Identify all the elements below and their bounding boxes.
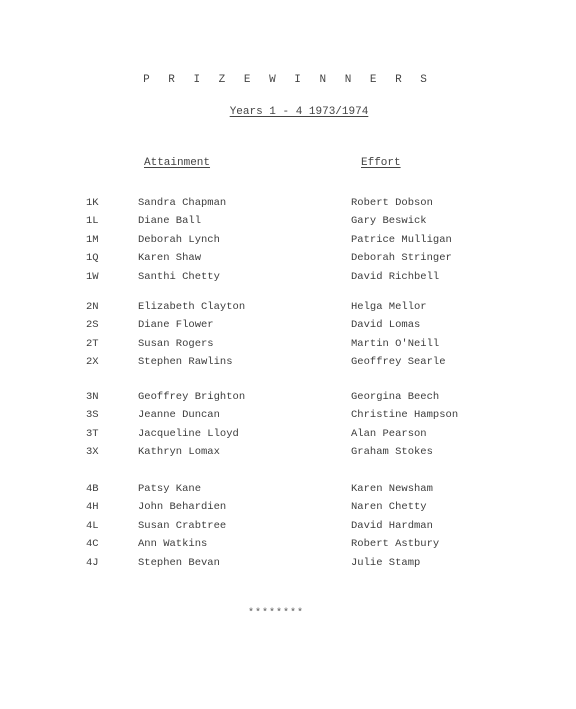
form-cell: 3T (86, 427, 99, 440)
table-row (0, 483, 576, 497)
form-cell: 3N (86, 391, 99, 403)
effort-cell: Christine Hampson (351, 409, 459, 422)
attainment-cell: Geoffrey Brighton (138, 391, 246, 403)
page-subtitle: Years 1 - 4 1973/1974 (229, 106, 369, 118)
attainment-cell: Ann Watkins (138, 538, 208, 551)
form-cell: 4J (86, 556, 99, 569)
table-row (0, 428, 576, 442)
form-cell: 4B (86, 483, 99, 495)
table-row (0, 319, 576, 333)
table-row (0, 197, 576, 211)
effort-cell: Geoffrey Searle (351, 356, 446, 369)
effort-cell: Robert Astbury (351, 538, 440, 551)
form-cell: 1W (86, 270, 99, 283)
effort-cell: David Lomas (351, 319, 421, 332)
effort-cell: Naren Chetty (351, 501, 427, 514)
attainment-column-heading: Attainment (144, 157, 211, 169)
attainment-cell: Kathryn Lomax (138, 446, 220, 459)
effort-cell: Robert Dobson (351, 197, 433, 209)
effort-cell: Martin O'Neill (351, 337, 440, 350)
attainment-cell: Stephen Bevan (138, 556, 220, 569)
attainment-cell: Elizabeth Clayton (138, 301, 246, 313)
form-cell: 1L (86, 215, 99, 228)
form-cell: 4H (86, 501, 99, 514)
table-row (0, 301, 576, 315)
effort-cell: Alan Pearson (351, 427, 427, 440)
form-cell: 2N (86, 301, 99, 313)
table-row (0, 271, 576, 285)
effort-cell: Georgina Beech (351, 391, 440, 403)
effort-cell: Patrice Mulligan (351, 233, 452, 246)
effort-column-heading: Effort (361, 157, 401, 169)
effort-cell: Gary Beswick (351, 215, 427, 228)
form-cell: 2S (86, 319, 99, 332)
attainment-cell: Sandra Chapman (138, 197, 227, 209)
attainment-cell: Jacqueline Lloyd (138, 427, 239, 440)
table-row (0, 446, 576, 460)
effort-cell: Karen Newsham (351, 483, 433, 495)
table-row (0, 252, 576, 266)
attainment-cell: Diane Ball (138, 215, 202, 228)
effort-cell: Graham Stokes (351, 446, 433, 459)
table-row (0, 409, 576, 423)
attainment-cell: Karen Shaw (138, 252, 202, 265)
table-row (0, 215, 576, 229)
form-cell: 1K (86, 197, 99, 209)
effort-cell: David Hardman (351, 519, 433, 532)
attainment-cell: Stephen Rawlins (138, 356, 233, 369)
attainment-cell: John Behardien (138, 501, 227, 514)
effort-cell: Helga Mellor (351, 301, 427, 313)
table-row (0, 234, 576, 248)
form-cell: 3S (86, 409, 99, 422)
end-marker: ******** (247, 608, 304, 619)
attainment-cell: Susan Crabtree (138, 519, 227, 532)
attainment-cell: Santhi Chetty (138, 270, 220, 283)
effort-cell: Julie Stamp (351, 556, 421, 569)
attainment-cell: Deborah Lynch (138, 233, 220, 246)
form-cell: 2X (86, 356, 99, 369)
table-row (0, 520, 576, 534)
table-row (0, 501, 576, 515)
form-cell: 4C (86, 538, 99, 551)
table-row (0, 338, 576, 352)
effort-cell: David Richbell (351, 270, 440, 283)
attainment-cell: Diane Flower (138, 319, 214, 332)
attainment-cell: Patsy Kane (138, 483, 202, 495)
effort-cell: Deborah Stringer (351, 252, 452, 265)
table-row (0, 538, 576, 552)
attainment-cell: Susan Rogers (138, 337, 214, 350)
form-cell: 2T (86, 337, 99, 350)
attainment-cell: Jeanne Duncan (138, 409, 220, 422)
form-cell: 1Q (86, 252, 99, 265)
form-cell: 1M (86, 233, 99, 246)
page-title: P R I Z E W I N N E R S (143, 74, 433, 86)
form-cell: 3X (86, 446, 99, 459)
table-row (0, 557, 576, 571)
form-cell: 4L (86, 519, 99, 532)
table-row (0, 391, 576, 405)
table-row (0, 356, 576, 370)
